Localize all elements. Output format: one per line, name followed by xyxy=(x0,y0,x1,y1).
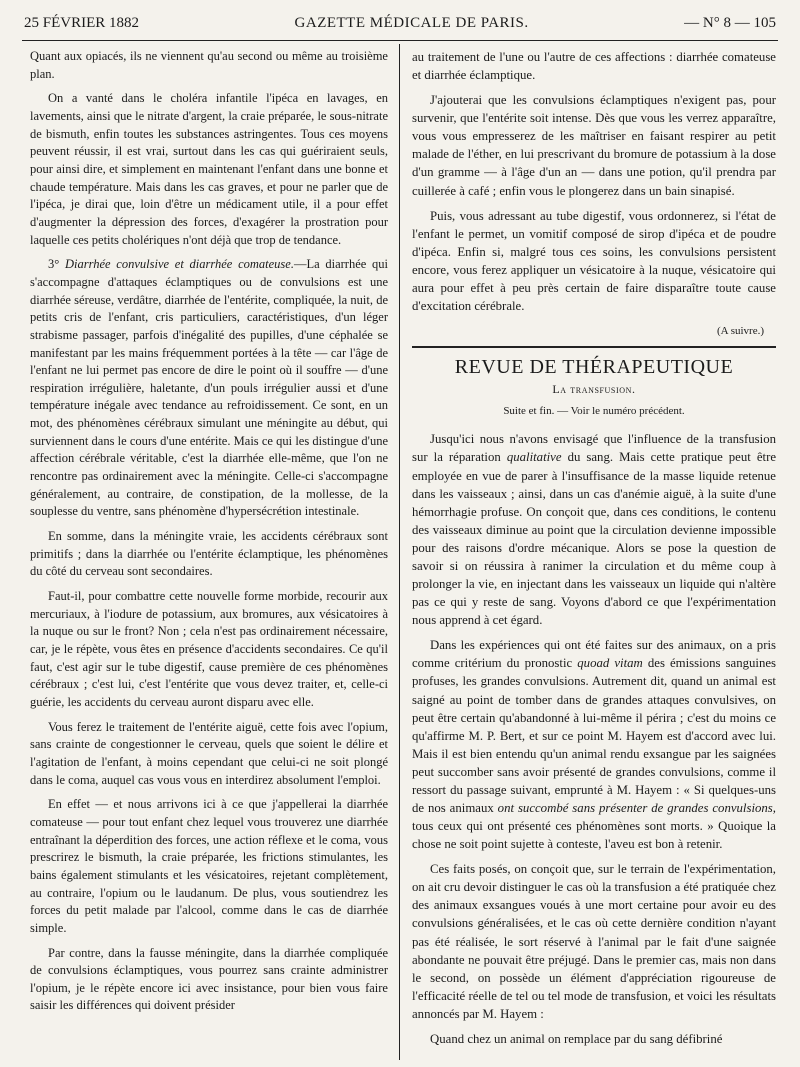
paragraph xyxy=(412,430,776,629)
section-subtitle: La transfusion. xyxy=(552,382,636,397)
emphasis: qualitative xyxy=(506,450,562,465)
paragraph: Faut-il, pour combattre cette nouvelle forme morbide, recourir aux mercuriaux, à l'iodure de potassium, aux bromures, aux vésicatoires à la nuque ou sur le front? Non ; cela n'est pas ordinairement nécessaire, car, je le répète, vous êtes en présence d'accidents secondaires. Ce qu'il faut, c'est agir sur le tube digestif, cause première de ces phénomènes cérébraux ; c'est lui, c'est l'entérite que vous devez traiter, et, celle-ci guérie, les accidents du cerveau auront disparu avec elle. xyxy=(30,589,388,709)
paragraph xyxy=(412,636,776,853)
paragraph: J'ajouterai que les convulsions éclamptiques n'exigent pas, pour survenir, que l'entérite soit intense. Dès que vous les verrez apparaître, vous vous empresserez de les maîtriser en faisant respirer au petit malade de l'éther, en lui prescrivant du bromure de potassium à la dose d'un gramme — à l'âge d'un an — dans une potion, qu'il prendra par cuillerée à café ; enfin vous le plongerez dans un bain sinapisé. xyxy=(412,93,776,198)
paragraph-text: Dans les expériences qui ont été faites sur des animaux, on a pris comme critérium du pronostic xyxy=(412,638,776,671)
paragraph: au traitement de l'une ou l'autre de ces affections : diarrhée comateuse et diarrhée éclamptique. xyxy=(412,50,776,83)
paragraph xyxy=(30,256,388,521)
subsection-title: Diarrhée convulsive et diarrhée comateuse. xyxy=(64,257,294,272)
paragraph: Vous ferez le traitement de l'entérite aiguë, cette fois avec l'opium, sans crainte de congestionner le cerveau, quels que soient le délire et l'agitation de l'enfant, à moins cependant que celui-ci ne soit plongé dans le coma, auquel cas vous vous en interdirez absolument l'emploi. xyxy=(30,719,388,787)
section-rule xyxy=(412,346,776,348)
right-column xyxy=(412,48,776,1055)
section-note: Suite et fin. — Voir le numéro précédent. xyxy=(503,405,685,418)
paragraph: On a vanté dans le choléra infantile l'ipéca en lavages, en lavements, ainsi que le nitrate d'argent, la craie préparée, le sous-nitrate de bismuth, enfin toutes les substances astringentes. Tous ces moyens peuvent réussir, il est vrai, surtout dans les cas qui guériraient seuls, pour ainsi dire, et simplement en maintenant l'enfant dans une bonne et chaude température. Mais dans les cas graves, et pour ne parler que de l'ipéca, je dirai que, loin d'être un médicament utile, il a pour effet d'augmenter la dépression des forces, d'exagérer la prostration pour laquelle ces petits cholériques n'ont déjà que trop de tendance. xyxy=(30,91,388,247)
paragraph: En somme, dans la méningite vraie, les accidents cérébraux sont primitifs ; dans la diarrhée ou l'entérite éclamptique, les phénomènes du côté du cerveau sont secondaires. xyxy=(30,529,388,579)
paragraph: Quant aux opiacés, ils ne viennent qu'au second ou même au troisième plan. xyxy=(30,49,388,81)
paragraph-text: du sang. Mais cette pratique peut être employée en vue de parer à l'insuffisance de la masse liquide retenue dans les vaisseaux ; ainsi, dans un cas d'anémie aiguë, à la suite d'une hémorrhagie profuse. On conçoit que, dans ces conditions, le contenu des vaisseaux diminue au point que la circulation devienne impossible pour des raisons d'ordre mécanique. Alors se pose la question de savoir si on réussira à ranimer la circulation et du même coup à prolonger la vie, en injectant dans les vaisseaux un liquide qui n'altère pas ce qui y reste de sang. Voyons d'abord ce que l'expérimentation nous apprend à cet égard. xyxy=(412,450,777,628)
section-title: REVUE DE THÉRAPEUTIQUE xyxy=(454,356,734,379)
emphasis: quoad vitam xyxy=(577,656,643,671)
section-number: 3° xyxy=(48,257,60,272)
issue-page-number: — N° 8 — 105 xyxy=(684,14,776,31)
paragraph: Par contre, dans la fausse méningite, dans la diarrhée compliquée de convulsions éclamptiques, vous pourrez sans crainte administrer l'opium, je le répète encore ici avec insistance, pour bien vous faire saisir les différences qui doivent présider xyxy=(30,945,388,1013)
left-column xyxy=(30,48,388,1022)
paragraph-text: tous ceux qui ont présenté ces phénomènes sont morts. » Quoique la chose ne soit point sujette à conteste, l'aveu est bon à retenir. xyxy=(412,819,776,852)
to-be-continued-note: (A suivre.) xyxy=(716,325,764,338)
paragraph: En effet — et nous arrivons ici à ce que j'appellerai la diarrhée comateuse — pour tout enfant chez lequel vous trouverez une diarrhée entraînant la déperdition des forces, une action réflexe et le coma, vous prescrirez le bismuth, la craie préparée, les frictions stimulantes, les bains également stimulants et les vésicatoires, rejetant complètement, au contraire, l'opium ou le laudanum. De plus, vous soutiendrez les forces du petit malade par l'alcool, comme dans le cas de diarrhée simple. xyxy=(30,797,388,935)
paragraph-text: —La diarrhée qui s'accompagne d'attaques éclamptiques ou de convulsions est une diarrhée séreuse, verdâtre, diarrhée de l'entérite, compliquée, la nuit, de petits cris de l'enfant, cris particuliers, caractéristiques, d'un léger strabisme passager, parfois d'inégalité des pupilles, d'une céphalée se manifestant par les mains fréquemment portées à la tête — car l'âge de l'enfant ne lui permet pas encore de dire le point où il souffre — d'une respiration irrégulière, haletante, d'un pouls irrégulier aussi et d'une température inégale avec tendance au refroidissement. Ce sont, en un mot, des phénomènes cérébraux simulant une méningite au début, qui surviennent dans le cours d'une entérite. Mais ce qui les distingue d'une affection cérébrale véritable, c'est la diarrhée elle-même, que l'on ne rencontre pas ordinairement avec la méningite. Celle-ci s'accompagne généralement, au contraire, de constipation, de la mollesse, de la souplesse du ventre, sans phénomène d'hypersécrétion intestinale. xyxy=(30,257,388,519)
journal-title: GAZETTE MÉDICALE DE PARIS. xyxy=(294,14,529,31)
column-divider xyxy=(399,44,400,1060)
paragraph: Puis, vous adressant au tube digestif, vous ordonnerez, si l'état de l'enfant le permet, un vomitif composé de sirop d'ipéca et de poudre d'ipéca. Enfin si, malgré tous ces soins, les convulsions persistent encore, vous ferez appliquer un vésicatoire à la nuque, vésicatoire qui aura pour effet à peu près certain de faire disparaître toute cause d'excitation cérébrale. xyxy=(412,208,776,314)
emphasis: ont succombé sans présenter de grandes convulsions, xyxy=(497,800,776,815)
paragraph-text: Jusqu'ici nous n'avons envisagé que l'influence de la transfusion sur la réparation xyxy=(412,432,776,465)
page-header xyxy=(24,8,776,38)
issue-date: 25 FÉVRIER 1882 xyxy=(24,14,140,31)
header-rule xyxy=(22,40,778,41)
paragraph: Quand chez un animal on remplace par du sang défibriné xyxy=(430,1031,723,1046)
paragraph: Ces faits posés, on conçoit que, sur le terrain de l'expérimentation, on ait cru devoir distinguer le cas où la transfusion a été pratiquée chez des animaux exsangues voués à une mort certaine pour avoir eu des convulsions généralisées, et le cas où cette dernière condition n'ayant pas été réalisée, le sort réservé à l'animal par le fait d'une saignée abondante ne pouvait être préjugé. Dans le premier cas, mais non dans le second, on possède un élément d'appréciation rigoureuse de l'efficacité réelle de tel ou tel mode de transfusion, et voici les résultats annoncés par M. Hayem : xyxy=(412,862,776,1021)
paragraph-text: des émissions sanguines profuses, les grandes convulsions. Autrement dit, quand un animal est saigné au point de tomber dans de grandes attaques convulsives, on peut être certain qu'abandonné à lui-même il périra ; c'est du moins ce qu'affirme M. P. Bert, et sur ce point M. Hayem est d'accord avec lui. Mais il est bien entendu qu'un animal rendu exsangue par les saignées peut succomber sans avoir présenté de grandes convulsions, comme il ressort du passage suivant, emprunté à M. Hayem : « Si quelques-uns de nos animaux xyxy=(412,656,777,815)
